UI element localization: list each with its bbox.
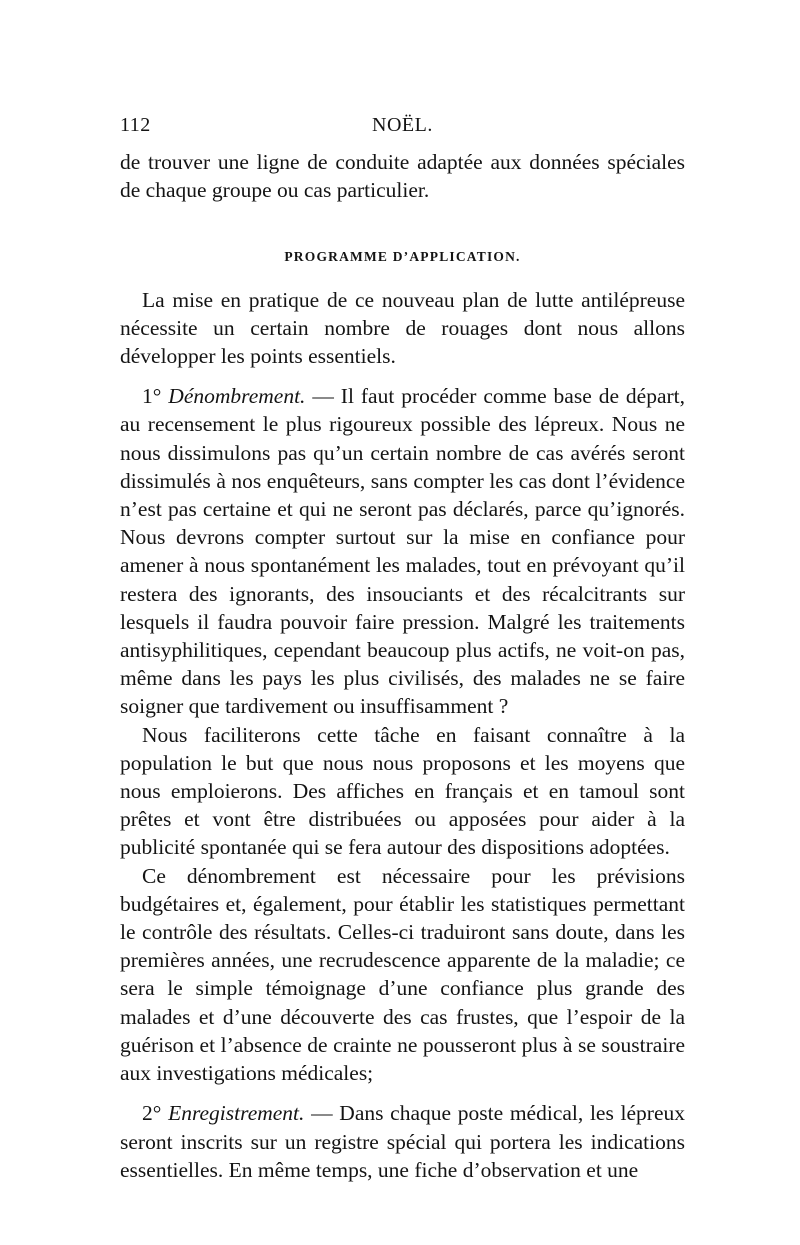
section-title: PROGRAMME D’APPLICATION. xyxy=(284,249,521,265)
item-heading: Enregistrement. xyxy=(168,1101,305,1126)
item-number: 2° xyxy=(142,1101,162,1126)
running-title: NOËL. xyxy=(372,114,433,136)
page-number: 112 xyxy=(120,114,151,136)
paragraph-continuation: de trouver une ligne de conduite adaptée aux données spéciales de chaque groupe ou cas particulier. xyxy=(120,150,685,203)
list-item-denombrement xyxy=(120,382,685,720)
item-number: 1° xyxy=(142,384,162,409)
list-item-enregistrement xyxy=(120,1099,685,1184)
item-heading: Dénombrement. xyxy=(168,384,306,409)
paragraph-statistics: Ce dénombrement est nécessaire pour les prévisions budgétaires et, également, pour établir les statistiques permettant le contrôle des résultats. Celles-ci traduiront sans doute, dans les premières années, une recrudescence apparente de la maladie; ce sera le simple témoignage d’une confiance plus grande des malades et d’une découverte des cas frustes, que l’espoir de la guérison et l’absence de crainte ne pousseront plus à se soustraire aux investigations médicales; xyxy=(120,863,685,1086)
body-text xyxy=(120,148,685,1184)
paragraph-publicity: Nous faciliterons cette tâche en faisant connaître à la population le but que nous nous proposons et les moyens que nous emploierons. Des affiches en français et en tamoul sont prêtes et vont être distribuées ou apposées pour aider à la publicité spontanée qui se fera autour des dispositions adoptées. xyxy=(120,722,685,860)
paragraph-intro: La mise en pratique de ce nouveau plan de lutte antilépreuse nécessite un certain nombre de rouages dont nous allons développer les points essentiels. xyxy=(120,287,685,369)
item-text: — Il faut procéder comme base de départ, au recensement le plus rigoureux possible des lépreux. Nous ne nous dissimulons pas qu’un certain nombre de cas avérés seront dissimulés à nos enquêteurs, sans compter les cas dont l’évidence n’est pas certaine et qui ne seront pas déclarés, parce qu’ignorés. Nous devrons compter surtout sur la mise en confiance pour amener à nous spontanément les malades, tout en prévoyant qu’il restera des ignorants, des insouciants et des récalcitrants sur lesquels il faudra pouvoir faire pression. Malgré les traitements antisyphilitiques, cependant beaucoup plus actifs, ne voit-on pas, même dans les pays les plus civilisés, des malades ne se faire soigner que tardivement ou insuffisamment ? xyxy=(120,384,686,719)
page-header xyxy=(120,114,685,144)
item-text: — Dans chaque poste médical, les lépreux seront inscrits sur un registre spécial qui portera les indications essentielles. En même temps, une fiche d’observation et une xyxy=(120,1101,686,1182)
